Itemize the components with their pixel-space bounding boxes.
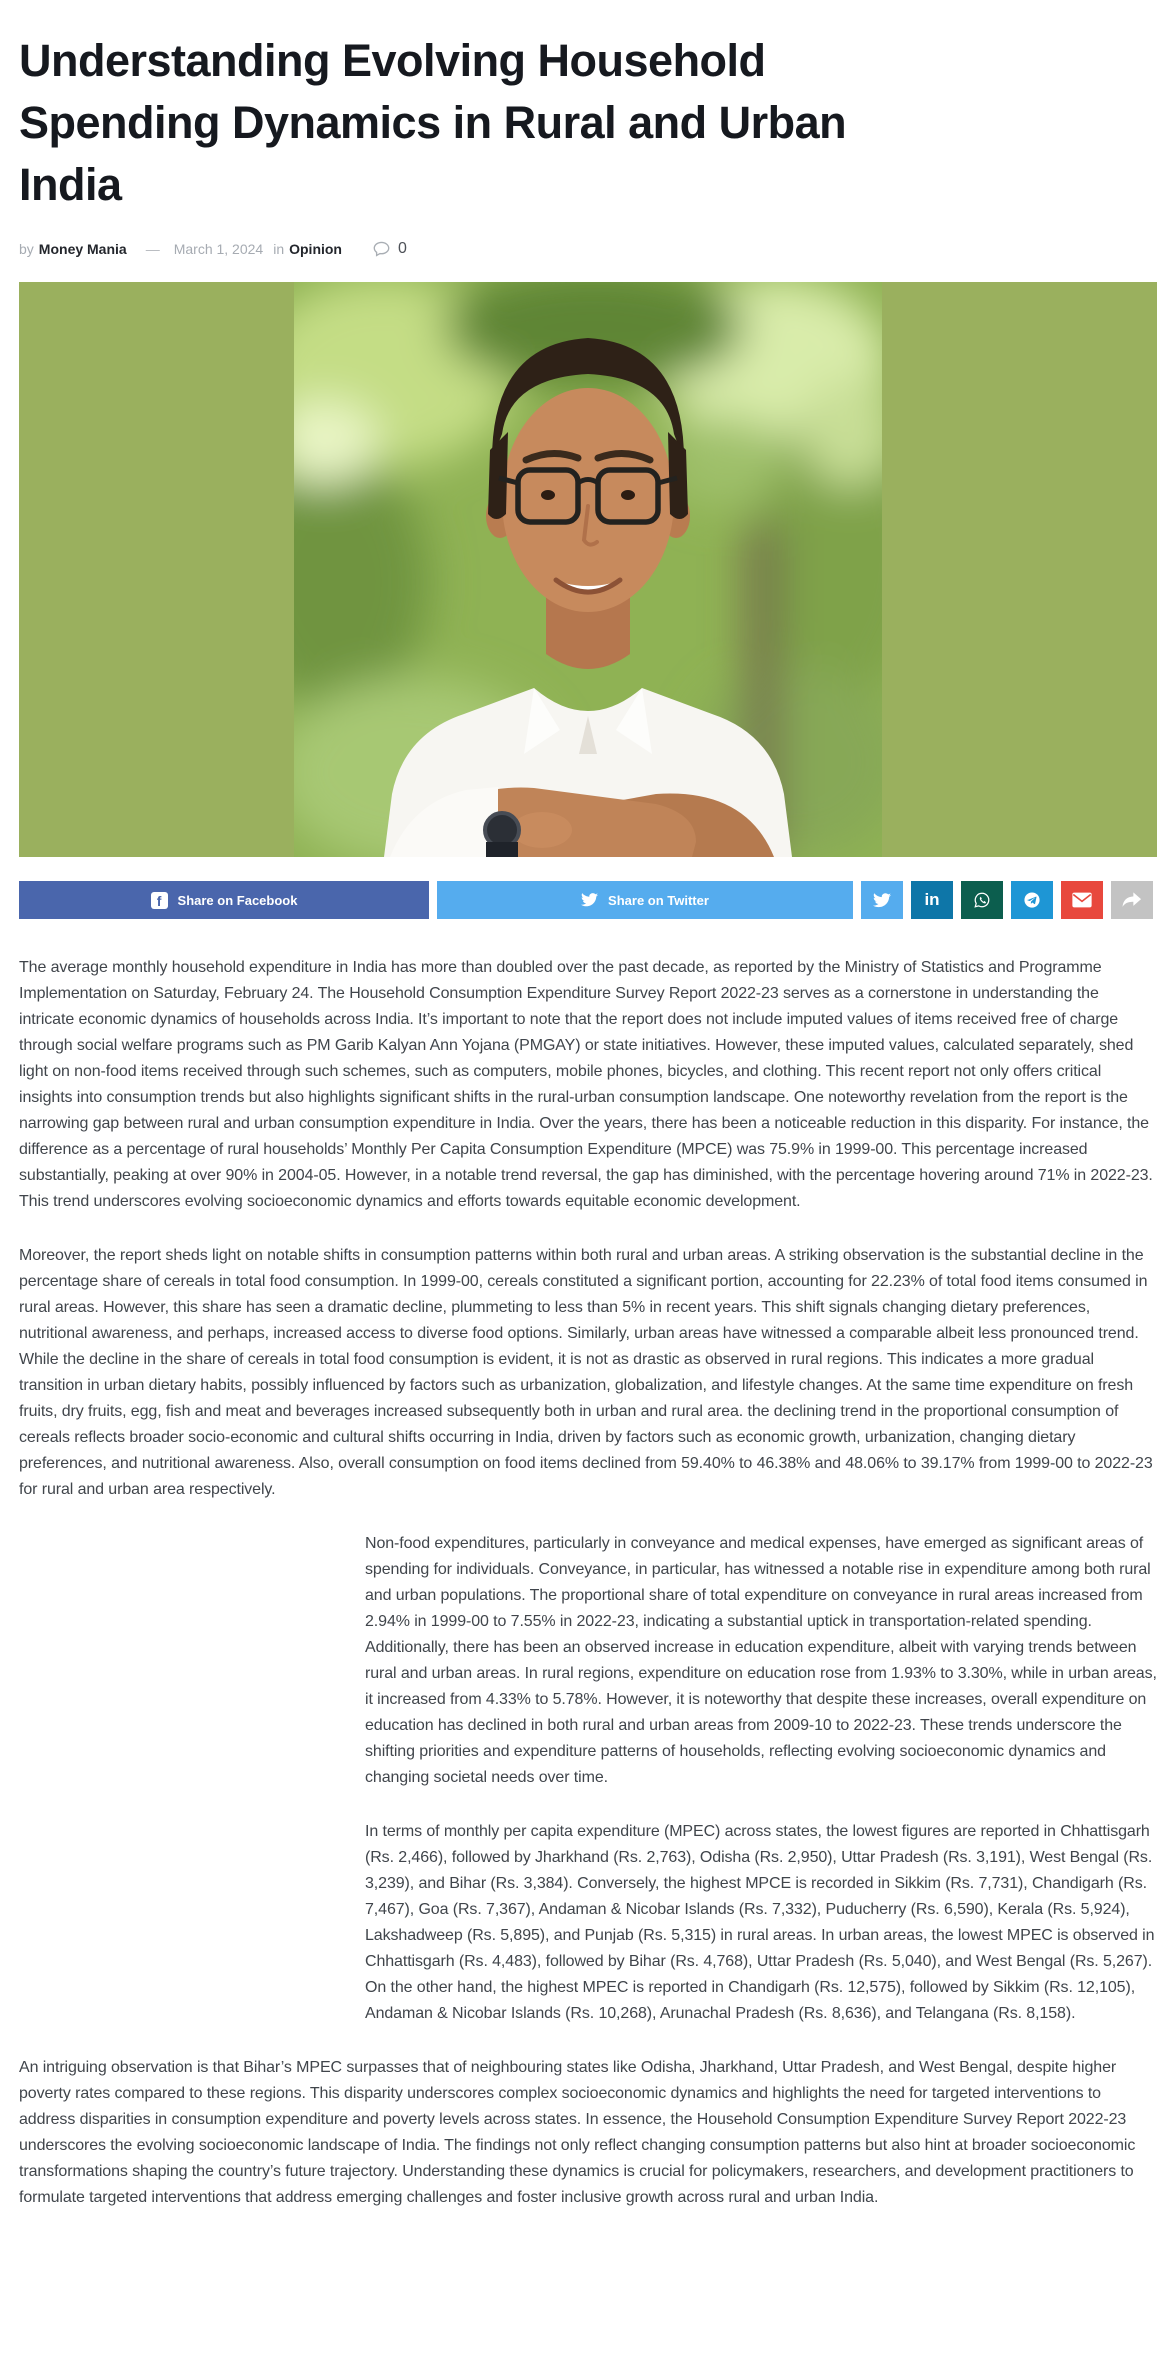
comment-count-link[interactable] [372, 240, 407, 258]
article-paragraph: Non-food expenditures, particularly in conveyance and medical expenses, have emerged as significant areas of spending for individuals. Conveyance, in particular, has witnessed a notable rise in expenditure among both rural and urban populations. The proportional share of total expenditure on conveyance in rural areas increased from 2.94% in 1999-00 to 7.55% in 2022-23, indicating a substantial uptick in transportation-related spending. Additionally, there has been an observed increase in education expenditure, albeit with varying trends between rural and urban areas. In rural regions, expenditure on education rose from 1.93% to 3.30%, while in urban areas, it increased from 4.33% to 5.78%. However, it is noteworthy that despite these increases, overall expenditure on education has declined in both rural and urban areas from 2009-10 to 2022-23. These trends underscore the shifting priorities and expenditure patterns of households, reflecting evolving socioeconomic dynamics and changing societal needs over time. [365, 1535, 1157, 1786]
comment-count: 0 [398, 240, 407, 257]
linkedin-icon-button[interactable] [911, 881, 953, 919]
twitter-icon [873, 893, 891, 908]
category-link[interactable]: Opinion [289, 241, 342, 257]
telegram-icon-button[interactable] [1011, 881, 1053, 919]
share-twitter-button[interactable] [437, 881, 853, 919]
whatsapp-icon-button[interactable] [961, 881, 1003, 919]
post-date: March 1, 2024 [173, 241, 264, 257]
page-title [19, 30, 1157, 216]
email-icon-button[interactable] [1061, 881, 1103, 919]
ad-placeholder-float [19, 1531, 365, 2006]
linkedin-icon: in [924, 890, 940, 909]
telegram-icon [1021, 889, 1043, 911]
comment-bubble-icon [372, 240, 391, 258]
title-line-2: Spending Dynamics in Rural and Urban [19, 97, 847, 148]
article-paragraph: The average monthly household expenditure in India has more than doubled over the past decade, as reported by the Ministry of Statistics and Programme Implementation on Saturday, February 24. The Household Consumption Expenditure Survey Report 2022-23 serves as a cornerstone in understanding the intricate economic dynamics of households across India. It’s important to note that the report does not include imputed values of items received free of charge through social welfare programs such as PM Garib Kalyan Ann Yojana (PMGAY) or state initiatives. However, these imputed values, calculated separately, shed light on non-food items received through such schemes, such as computers, mobile phones, bicycles, and clothing. This recent report not only offers critical insights into consumption trends but also highlights significant shifts in the rural-urban consumption landscape. One noteworthy revelation from the report is the narrowing gap between rural and urban consumption expenditure in India. Over the years, there has been a noticeable reduction in this disparity. For instance, the difference as a percentage of rural households’ Monthly Per Capita Consumption Expenditure (MPCE) was 75.9% in 1999-00. This percentage increased substantially, peaking at over 90% in 2004-05. However, in a notable trend reversal, the gap has diminished, with the percentage hovering around 71% in 2022-23. This trend underscores evolving socioeconomic dynamics and efforts towards equitable economic development. [19, 959, 1153, 1210]
twitter-icon-button[interactable] [861, 881, 903, 919]
share-facebook-label: Share on Facebook [177, 892, 298, 908]
author-link[interactable]: Money Mania [38, 241, 127, 257]
hero-image [19, 282, 1157, 857]
title-line-3: India [19, 159, 122, 210]
title-line-1: Understanding Evolving Household [19, 35, 766, 86]
article-page [0, 30, 1176, 2211]
hero-photo-man-portrait [294, 282, 882, 857]
article-body [19, 955, 1157, 2211]
byline-in-label: in [273, 241, 285, 257]
twitter-bird-icon [581, 893, 598, 907]
byline-by-label: by [19, 241, 34, 257]
share-facebook-button[interactable] [19, 881, 429, 919]
article-paragraph: An intriguing observation is that Bihar’s MPEC surpasses that of neighbouring states like Odisha, Jharkhand, Uttar Pradesh, and West Bengal, despite higher poverty rates compared to these regions. This disparity underscores complex socioeconomic dynamics and highlights the need for targeted interventions to address disparities in consumption expenditure and poverty levels across states. In essence, the Household Consumption Expenditure Survey Report 2022-23 underscores the evolving socioeconomic landscape of India. The findings not only reflect changing consumption patterns but also hint at broader socioeconomic transformations shaping the country’s future trajectory. Understanding these dynamics is crucial for policymakers, researchers, and development practitioners to formulate targeted interventions that address emerging challenges and foster inclusive growth across rural and urban India. [19, 2059, 1136, 2206]
email-envelope-icon [1071, 891, 1093, 909]
byline [19, 240, 1157, 258]
forward-share-arrow-icon [1121, 891, 1143, 910]
share-button-row [19, 881, 1157, 919]
article-paragraph: Moreover, the report sheds light on notable shifts in consumption patterns within both rural and urban areas. A striking observation is the substantial decline in the percentage share of cereals in total food consumption. In 1999-00, cereals constituted a significant portion, accounting for 22.23% of total food items consumed in rural areas. However, this share has seen a dramatic decline, plummeting to less than 5% in recent years. This shift signals changing dietary preferences, nutritional awareness, and perhaps, increased access to diverse food options. Similarly, urban areas have witnessed a comparable albeit less pronounced trend. While the decline in the share of cereals in total food consumption is evident, it is not as drastic as observed in rural regions. This indicates a more gradual transition in urban dietary habits, possibly influenced by factors such as urbanization, globalization, and lifestyle changes. At the same time expenditure on fresh fruits, dry fruits, egg, fish and meat and beverages increased subsequently both in urban and rural area. the declining trend in the proportional consumption of cereals reflects broader socio-economic and cultural shifts occurring in India, driven by factors such as economic growth, urbanization, changing dietary preferences, and nutritional awareness. Also, overall consumption on food items declined from 59.40% to 46.38% and 48.06% to 39.17% from 1999-00 to 2022-23 for rural and urban area respectively. [19, 1247, 1153, 1498]
facebook-icon: f [151, 892, 168, 909]
more-share-icon-button[interactable] [1111, 881, 1153, 919]
article-paragraph: In terms of monthly per capita expenditure (MPEC) across states, the lowest figures are reported in Chhattisgarh (Rs. 2,466), followed by Jharkhand (Rs. 2,763), Odisha (Rs. 2,950), Uttar Pradesh (Rs. 3,191), West Bengal (Rs. 3,239), and Bihar (Rs. 3,384). Conversely, the highest MPCE is recorded in Sikkim (Rs. 7,731), Chandigarh (Rs. 7,467), Goa (Rs. 7,367), Andaman & Nicobar Islands (Rs. 7,332), Puducherry (Rs. 6,590), Kerala (Rs. 5,924), Lakshadweep (Rs. 5,895), and Punjab (Rs. 5,315) in rural areas. In urban areas, the lowest MPEC is observed in Chhattisgarh (Rs. 4,483), followed by Bihar (Rs. 4,768), Uttar Pradesh (Rs. 5,040), and West Bengal (Rs. 5,267). On the other hand, the highest MPEC is reported in Chandigarh (Rs. 12,575), followed by Sikkim (Rs. 12,105), Andaman & Nicobar Islands (Rs. 10,268), Arunachal Pradesh (Rs. 8,636), and Telangana (Rs. 8,158). [365, 1823, 1155, 2022]
byline-separator: — [145, 241, 160, 257]
share-twitter-label: Share on Twitter [608, 892, 709, 908]
whatsapp-icon [972, 890, 992, 910]
